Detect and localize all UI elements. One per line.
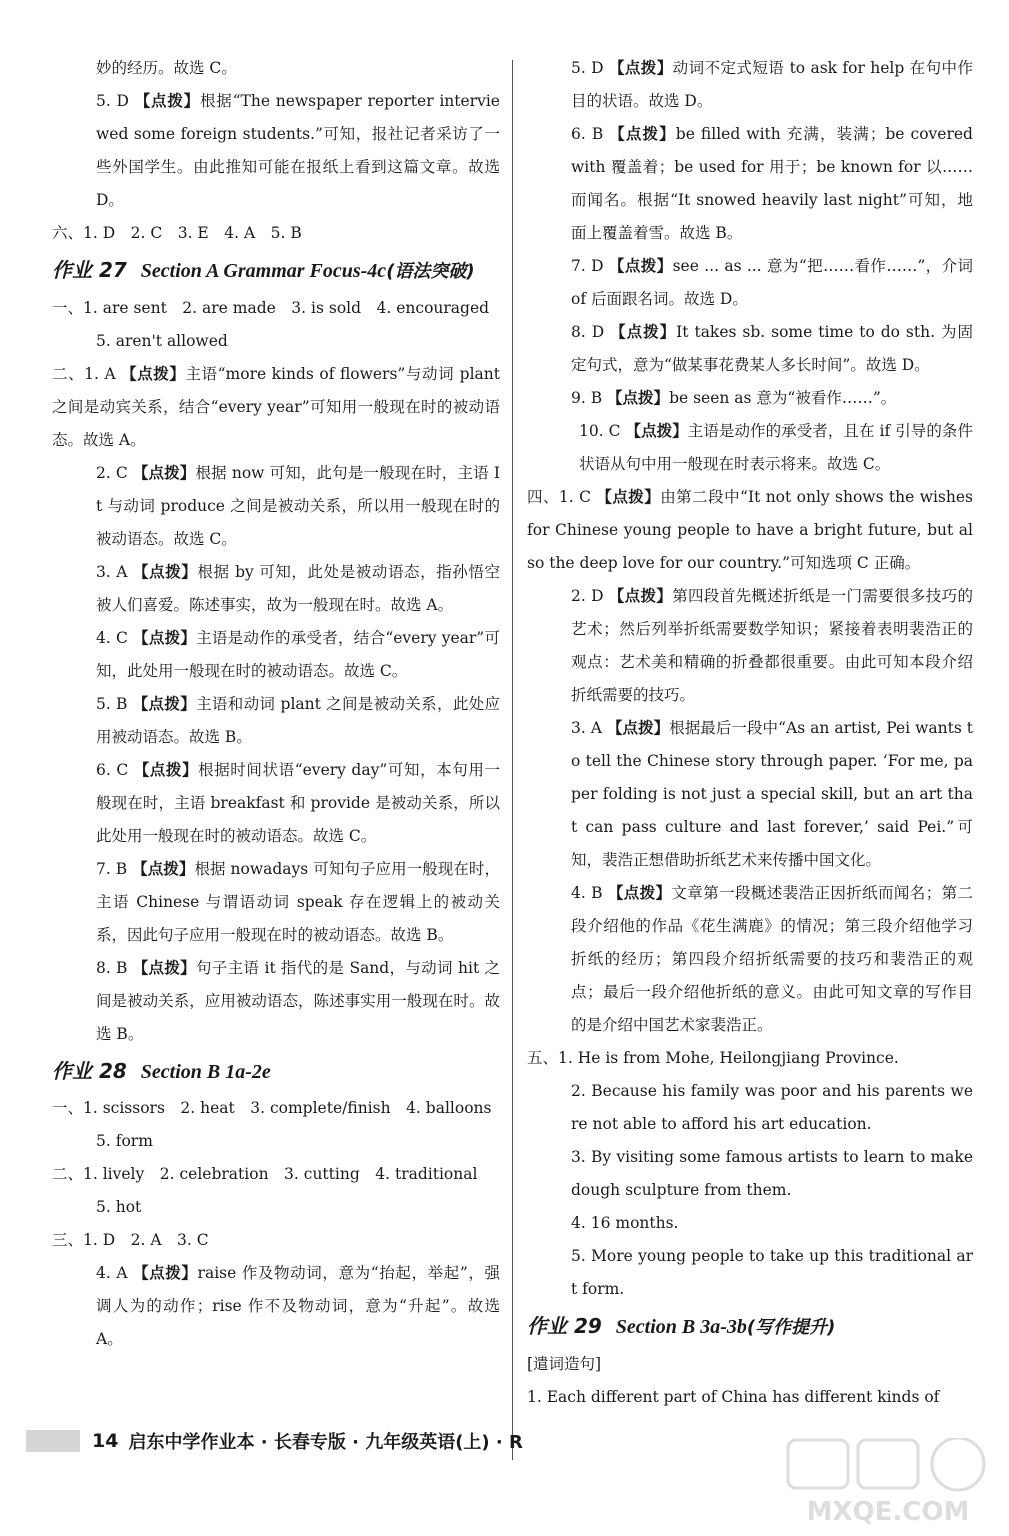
item-text: raise 作及物动词，意为“抬起，举起”，强调人为的动作；rise 作不及物动词，意为“升起”。故选 A。 [96, 1264, 500, 1348]
page-number: 14 [92, 1430, 119, 1452]
answer-item [52, 217, 500, 250]
item-text: be seen as 意为“被看作……”。 [669, 389, 897, 407]
item-text: 动词不定式短语 to ask for help 在句中作目的状语。故选 D。 [571, 59, 973, 110]
answer-item [52, 52, 500, 85]
item-text: 一、1. are sent 2. are made 3. is sold 4. encouraged [52, 299, 490, 317]
answer-item [527, 481, 973, 580]
item-text: 2. Because his family was poor and his parents were not able to afford his art education. [571, 1082, 973, 1133]
homework-number: 作业 28 [52, 1059, 127, 1083]
section-heading [52, 1053, 500, 1090]
item-number: 4. C [96, 629, 134, 647]
item-number: 7. B [96, 860, 133, 878]
item-text: 主语是动作的承受者，结合“every year”可知，此处用一般现在时的被动语态。故选 C。 [96, 629, 500, 680]
item-text: 根据 by 可知，此处是被动语态，指孙悟空被人们喜爱。陈述事实，故为一般现在时。故选 A。 [96, 563, 500, 614]
answer-item [527, 415, 973, 481]
section-subtitle: (语法突破) [386, 261, 475, 282]
item-text: 由第二段中“It not only shows the wishes for Chinese young people to have a bright future, but also the deep love for our country.”可知选项 C 正确。 [527, 488, 973, 572]
item-text: It takes sb. some time to do sth. 为固定句式，意为“做某事花费某人多长时间”。故选 D。 [571, 323, 973, 374]
item-number: 5. D [571, 59, 609, 77]
item-text: 一、1. scissors 2. heat 3. complete/finish 4. balloons [52, 1099, 492, 1117]
left-column [52, 52, 500, 1356]
item-number: 4. B [571, 884, 608, 902]
item-text: be filled with 充满，装满；be covered with 覆盖着；be used for 用于；be known for 以……而闻名。根据“It snowed heavily last night”可知，地面上覆盖着雪。故选 B。 [571, 125, 973, 242]
hint-label: 【点拨】 [132, 464, 196, 482]
hint-label: 【点拨】 [608, 59, 673, 77]
item-text: 3. By visiting some famous artists to learn to make dough sculpture from them. [571, 1148, 973, 1199]
item-text: 根据时间状语“every day”可知，本句用一般现在时，主语 breakfast 和 provide 是被动关系，所以此处用一般现在时的被动语态。故选 C。 [96, 761, 500, 845]
item-number: 4. A [96, 1264, 134, 1282]
item-number: 10. C [579, 422, 626, 440]
answer-item [52, 853, 500, 952]
section-title: Section B 1a-2e [140, 1061, 271, 1083]
section-heading [527, 1308, 973, 1346]
item-number: 3. A [571, 719, 607, 737]
hint-label: 【点拨】 [132, 695, 197, 713]
item-number: 7. D [571, 257, 609, 275]
right-column [527, 52, 973, 1414]
item-number: 2. C [96, 464, 133, 482]
section-subtitle: (写作提升) [746, 1317, 836, 1338]
hint-label: 【点拨】 [607, 389, 670, 407]
hint-label: 【点拨】 [609, 125, 676, 143]
answer-item [52, 688, 500, 754]
item-number: 9. B [571, 389, 608, 407]
answer-item [527, 580, 973, 712]
hint-label: 【点拨】 [607, 884, 672, 902]
item-text: 三、1. D 2. A 3. C [52, 1231, 209, 1249]
answer-item [527, 52, 973, 118]
item-text: 妙的经历。故选 C。 [96, 59, 237, 77]
item-number: 8. D [571, 323, 611, 341]
hint-label: 【点拨】 [133, 761, 199, 779]
answer-item [52, 85, 500, 217]
section-title: Section A Grammar Focus-4c [140, 260, 387, 282]
column-divider [512, 60, 513, 1460]
hint-label: 【点拨】 [625, 422, 688, 440]
answer-item [52, 1125, 500, 1158]
item-number: 6. C [96, 761, 134, 779]
answer-item [527, 382, 973, 415]
answer-item [527, 1240, 973, 1306]
answer-item [52, 1257, 500, 1356]
item-text: 根据“The newspaper reporter interviewed some foreign students.”可知，报社记者采访了一些外国学生。由此推知可能在报纸上看到这篇文章。故选 D。 [96, 92, 500, 209]
answer-item [527, 1042, 973, 1075]
hint-label: 【点拨】 [610, 323, 677, 341]
answer-item [52, 325, 500, 358]
answer-item [527, 877, 973, 1042]
answer-item [527, 1075, 973, 1141]
item-number: 四、1. C [527, 488, 597, 506]
hint-label: 【点拨】 [132, 860, 195, 878]
answer-item [52, 292, 500, 325]
item-number: 5. B [96, 695, 133, 713]
answer-item [52, 1092, 500, 1125]
item-text: 5. hot [96, 1198, 142, 1216]
item-text: 5. More young people to take up this traditional art form. [571, 1247, 973, 1298]
item-text: 第四段首先概述折纸是一门需要很多技巧的艺术；然后列举折纸需要数学知识；紧接着表明裴浩正的观点：艺术美和精确的折叠都很重要。由此可知本段介绍折纸需要的技巧。 [571, 587, 973, 704]
item-text: [遣词造句] [527, 1355, 602, 1373]
answer-item [52, 1224, 500, 1257]
item-text: 根据最后一段中“As an artist, Pei wants to tell the Chinese story through paper. ‘For me, paper folding is not just a special skill, but an art that can pass culture and last forever,’ said Pei.”可知，裴浩正想借助折纸艺术来传播中国文化。 [571, 719, 973, 869]
homework-number: 作业 27 [52, 258, 127, 282]
section-title: Section B 3a-3b [615, 1316, 747, 1338]
item-text: see ... as ... 意为“把……看作……”，介词 of 后面跟名词。故选 D。 [571, 257, 973, 308]
hint-label: 【点拨】 [132, 959, 196, 977]
answer-item [527, 316, 973, 382]
watermark-logo [786, 1438, 991, 1528]
hint-label: 【点拨】 [606, 719, 670, 737]
answer-item [52, 457, 500, 556]
answer-item [527, 1207, 973, 1240]
answer-item [52, 952, 500, 1051]
item-text: 文章第一段概述裴浩正因折纸而闻名；第二段介绍他的作品《花生满鹿》的情况；第三段介绍他学习折纸的经历；第四段介绍折纸需要的技巧和裴浩正的观点；最后一段介绍他折纸的意义。由此可知文章的写作目的是介绍中国艺术家裴浩正。 [571, 884, 973, 1034]
hint-label: 【点拨】 [596, 488, 661, 506]
item-number: 6. B [571, 125, 610, 143]
item-text: 主语和动词 plant 之间是被动关系，此处应用被动语态。故选 B。 [96, 695, 500, 746]
item-text: 主语“more kinds of flowers”与动词 plant 之间是动宾关系，结合“every year”可知用一般现在时的被动语态。故选 A。 [52, 365, 500, 449]
section-heading [52, 252, 500, 290]
answer-item [527, 1348, 973, 1381]
item-number: 3. A [96, 563, 134, 581]
item-text: 句子主语 it 指代的是 Sand，与动词 hit 之间是被动关系，应用被动语态，陈述事实用一般现在时。故选 B。 [96, 959, 500, 1043]
item-text: 5. aren't allowed [96, 332, 228, 350]
answer-item [52, 622, 500, 688]
hint-label: 【点拨】 [134, 92, 200, 110]
answer-item [52, 358, 500, 457]
item-text: 六、1. D 2. C 3. E 4. A 5. B [52, 224, 302, 242]
hint-label: 【点拨】 [608, 587, 673, 605]
answer-item [52, 1158, 500, 1191]
item-number: 5. D [96, 92, 135, 110]
answer-item [527, 118, 973, 250]
page-footer [26, 1424, 523, 1458]
answer-item [527, 712, 973, 877]
item-text: 二、1. lively 2. celebration 3. cutting 4. traditional [52, 1165, 478, 1183]
hint-label: 【点拨】 [608, 257, 673, 275]
item-number: 8. B [96, 959, 133, 977]
hint-label: 【点拨】 [133, 563, 198, 581]
item-number: 二、1. A [52, 365, 122, 383]
item-text: 五、1. He is from Mohe, Heilongjiang Province. [527, 1049, 899, 1067]
item-text: 5. form [96, 1132, 153, 1150]
svg-text:MXQE.COM: MXQE.COM [806, 1497, 970, 1527]
footer-bar [26, 1430, 80, 1452]
hint-label: 【点拨】 [133, 1264, 198, 1282]
answer-item [52, 754, 500, 853]
item-text: 根据 nowadays 可知句子应用一般现在时，主语 Chinese 与谓语动词 speak 存在逻辑上的被动关系，因此句子应用一般现在时的被动语态。故选 B。 [96, 860, 500, 944]
answer-item [527, 1381, 973, 1414]
answer-item [52, 556, 500, 622]
hint-label: 【点拨】 [121, 365, 186, 383]
item-text: 主语是动作的承受者，且在 if 引导的条件状语从句中用一般现在时表示将来。故选 C。 [579, 422, 973, 473]
answer-item [527, 1141, 973, 1207]
answer-item [527, 250, 973, 316]
hint-label: 【点拨】 [133, 629, 197, 647]
item-text: 根据 now 可知，此句是一般现在时，主语 It 与动词 produce 之间是被动关系，所以用一般现在时的被动语态。故选 C。 [96, 464, 500, 548]
homework-number: 作业 29 [527, 1314, 602, 1338]
item-text: 4. 16 months. [571, 1214, 679, 1232]
item-text: 1. Each different part of China has different kinds of [527, 1388, 940, 1406]
answer-item [52, 1191, 500, 1224]
item-number: 2. D [571, 587, 609, 605]
book-title: 启东中学作业本 · 长春专版 · 九年级英语(上) · R [128, 1432, 523, 1453]
